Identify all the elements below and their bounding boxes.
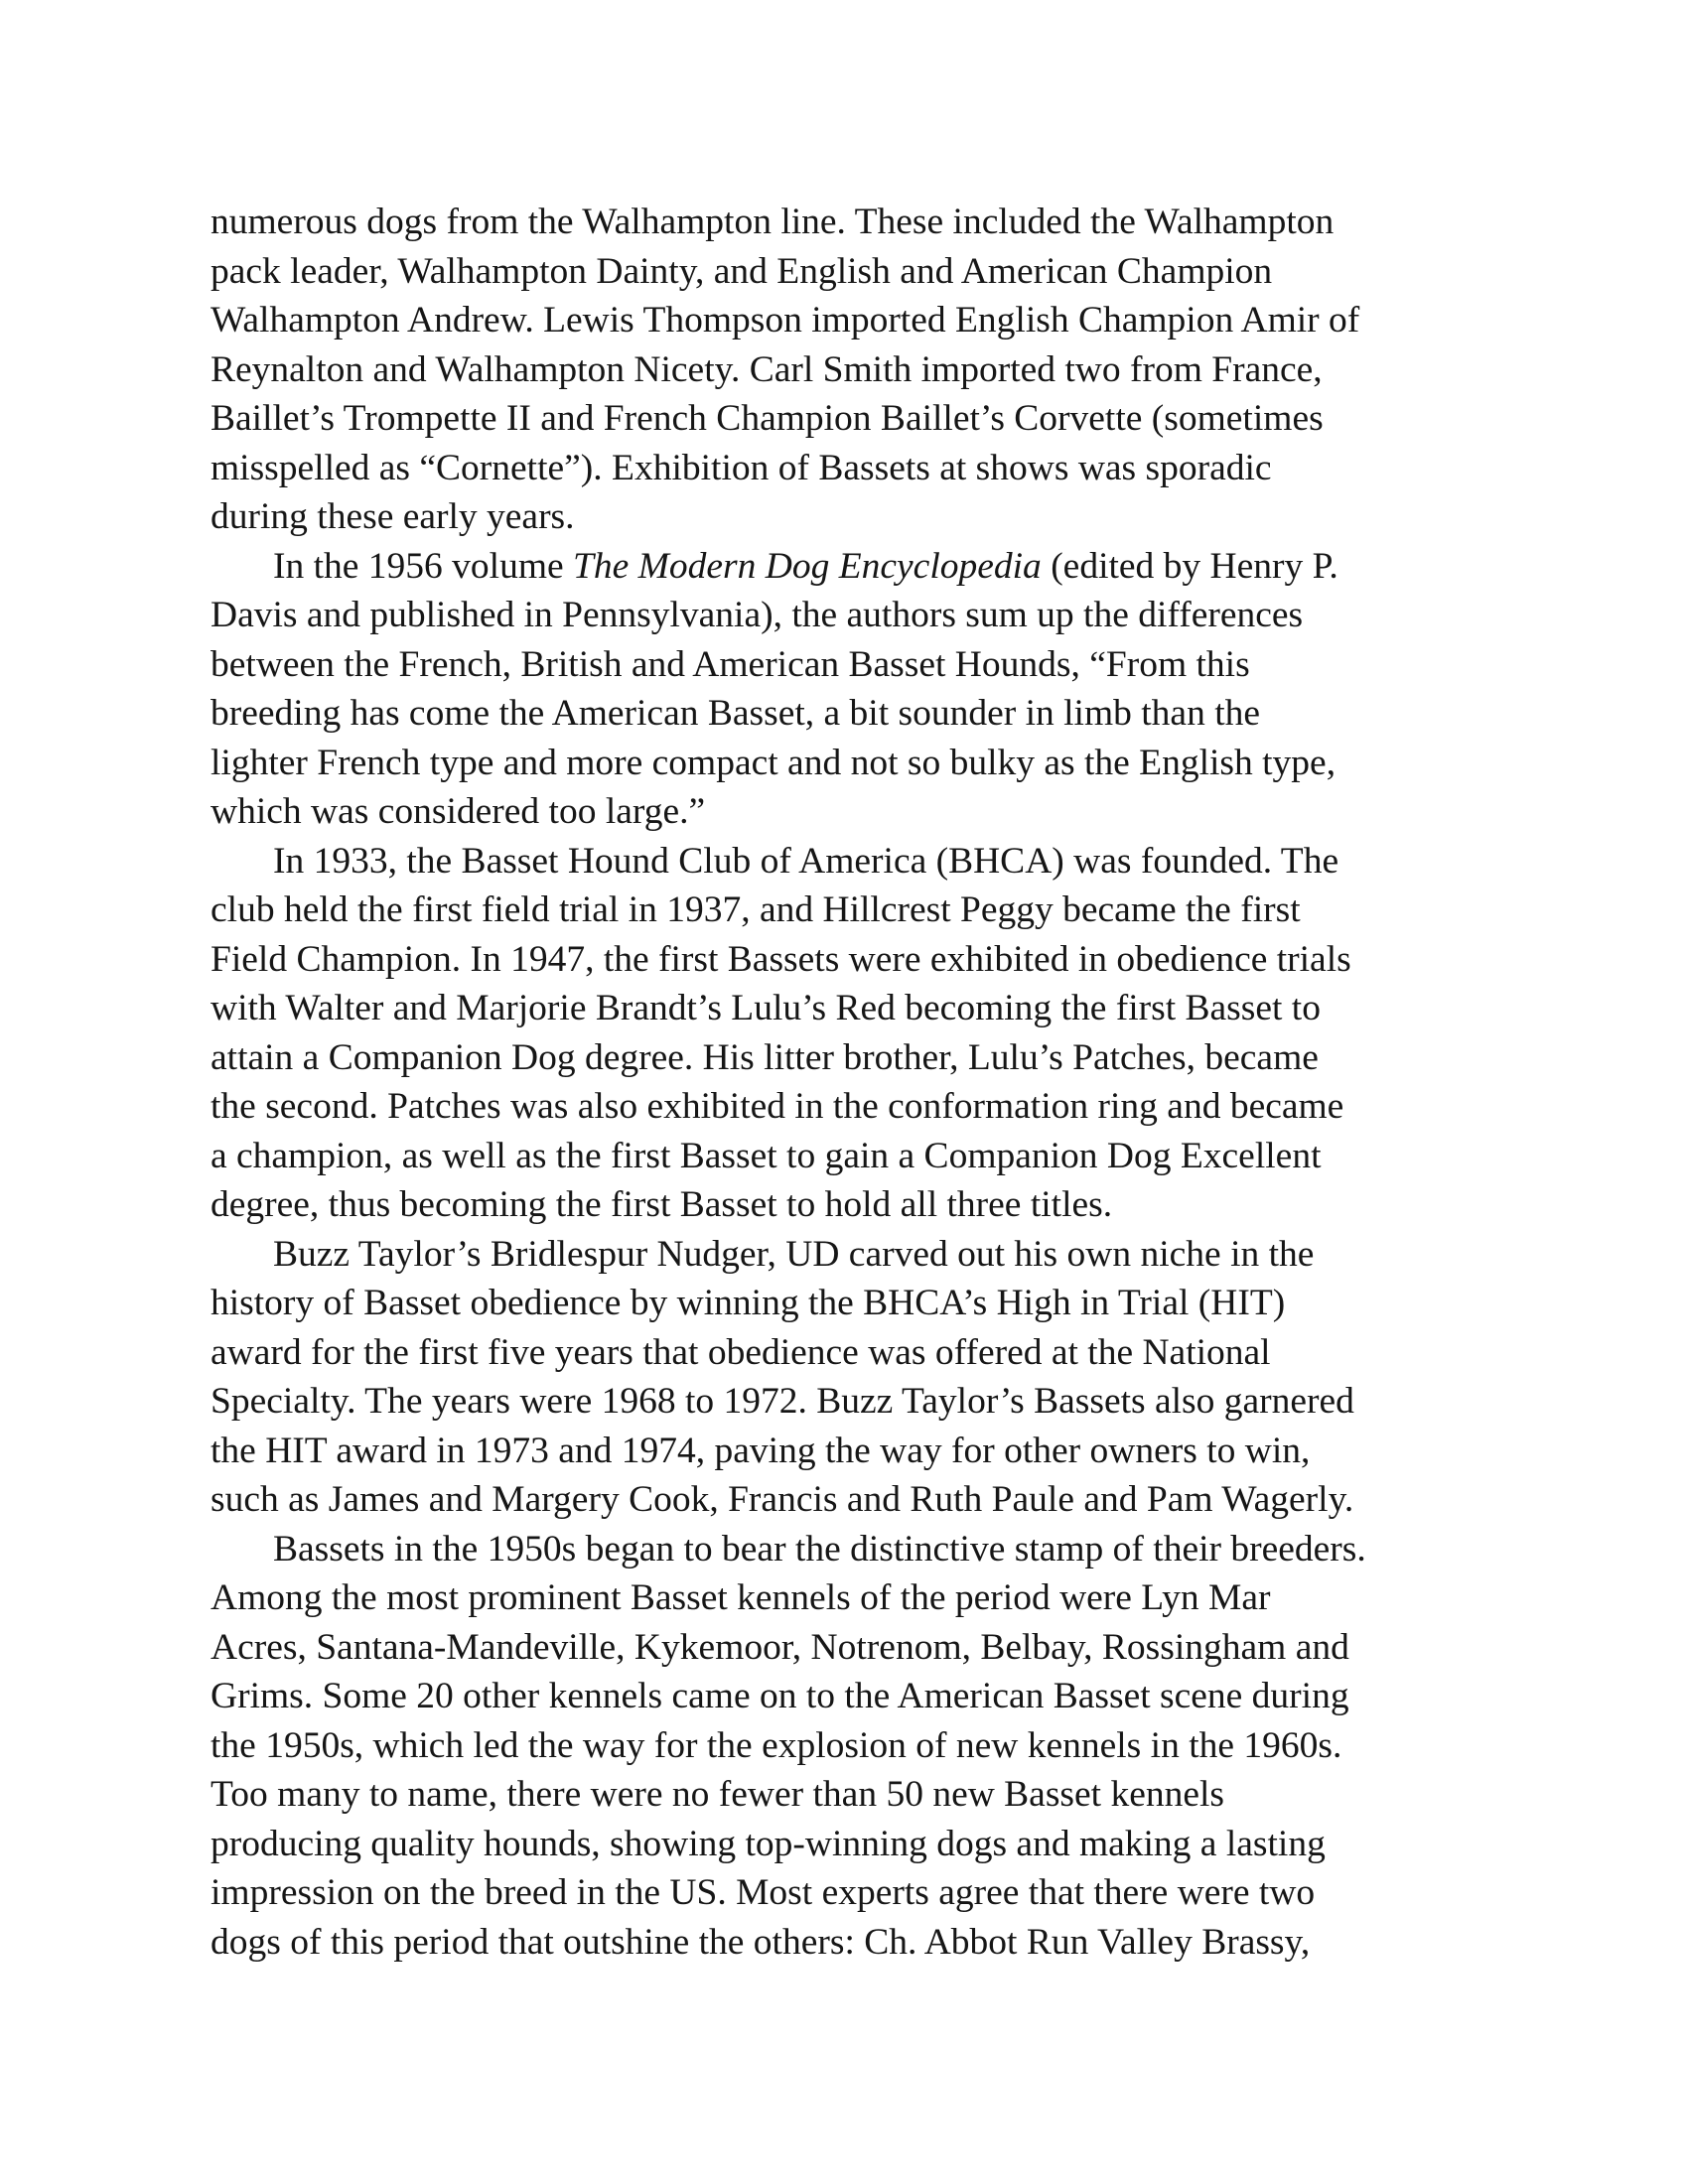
text-line: pack leader, Walhampton Dainty, and English and American Champion xyxy=(211,250,1273,292)
paragraph-bhca xyxy=(211,837,1491,1230)
text-line: numerous dogs from the Walhampton line. These included the Walhampton xyxy=(211,202,1335,242)
text-line: Baillet’s Trompette II and French Champion Baillet’s Corvette (sometimes xyxy=(211,398,1324,439)
text-line: misspelled as “Cornette”). Exhibition of Bassets at shows was sporadic xyxy=(211,447,1272,488)
paragraph-encyclopedia xyxy=(211,542,1491,837)
paragraph-walhampton xyxy=(211,198,1491,542)
text-line: degree, thus becoming the first Basset to hold all three titles. xyxy=(211,1184,1113,1225)
text-line: Bassets in the 1950s began to bear the distinctive stamp of their breeders. xyxy=(273,1528,1366,1570)
text-line: club held the first field trial in 1937, and Hillcrest Peggy became the first xyxy=(211,889,1301,930)
text-line: Specialty. The years were 1968 to 1972. Buzz Taylor’s Bassets also garnered xyxy=(211,1381,1354,1422)
text-line: Field Champion. In 1947, the first Bassets were exhibited in obedience trials xyxy=(211,938,1351,980)
book-title: The Modern Dog Encyclopedia xyxy=(573,545,1042,587)
text-line: Too many to name, there were no fewer than 50 new Basset kennels xyxy=(211,1774,1224,1815)
text-line: such as James and Margery Cook, Francis and Ruth Paule and Pam Wagerly. xyxy=(211,1479,1354,1520)
text-line: Buzz Taylor’s Bridlespur Nudger, UD carved out his own niche in the xyxy=(273,1233,1315,1275)
book-page-text xyxy=(211,198,1491,1967)
text-line: the 1950s, which led the way for the explosion of new kennels in the 1960s. xyxy=(211,1724,1342,1766)
paragraph-nudger xyxy=(211,1230,1491,1525)
text-line: breeding has come the American Basset, a bit sounder in limb than the xyxy=(211,693,1261,734)
text-line: the HIT award in 1973 and 1974, paving the way for other owners to win, xyxy=(211,1430,1311,1471)
text-line: a champion, as well as the first Basset to gain a Companion Dog Excellent xyxy=(211,1135,1322,1176)
text-line: Davis and published in Pennsylvania), the authors sum up the differences xyxy=(211,595,1304,635)
text-line: award for the first five years that obedience was offered at the National xyxy=(211,1331,1271,1373)
text-line: dogs of this period that outshine the others: Ch. Abbot Run Valley Brassy, xyxy=(211,1921,1311,1963)
text-line: lighter French type and more compact and not so bulky as the English type, xyxy=(211,742,1336,783)
text-line: impression on the breed in the US. Most experts agree that there were two xyxy=(211,1872,1316,1913)
text-run: In the 1956 volume xyxy=(273,545,574,587)
text-line: Reynalton and Walhampton Nicety. Carl Smith imported two from France, xyxy=(211,348,1323,390)
text-line: with Walter and Marjorie Brandt’s Lulu’s Red becoming the first Basset to xyxy=(211,988,1321,1028)
text-line: during these early years. xyxy=(211,496,575,537)
text-run: (edited by Henry P. xyxy=(1041,545,1338,587)
text-line: history of Basset obedience by winning the BHCA’s High in Trial (HIT) xyxy=(211,1283,1286,1323)
paragraph-fifties xyxy=(211,1525,1491,1968)
text-line: Grims. Some 20 other kennels came on to the American Basset scene during xyxy=(211,1676,1349,1716)
text-line: Acres, Santana-Mandeville, Kykemoor, Notrenom, Belbay, Rossingham and xyxy=(211,1626,1349,1668)
text-line xyxy=(211,542,1491,592)
text-line: Walhampton Andrew. Lewis Thompson imported English Champion Amir of xyxy=(211,300,1360,341)
text-line: producing quality hounds, showing top-winning dogs and making a lasting xyxy=(211,1823,1326,1864)
text-line: which was considered too large.” xyxy=(211,791,706,832)
text-line: the second. Patches was also exhibited in the conformation ring and became xyxy=(211,1086,1344,1127)
text-line: between the French, British and American Basset Hounds, “From this xyxy=(211,643,1250,685)
text-line: In 1933, the Basset Hound Club of America (BHCA) was founded. The xyxy=(273,840,1339,882)
text-line: Among the most prominent Basset kennels of the period were Lyn Mar xyxy=(211,1577,1271,1618)
text-line: attain a Companion Dog degree. His litter brother, Lulu’s Patches, became xyxy=(211,1036,1319,1078)
